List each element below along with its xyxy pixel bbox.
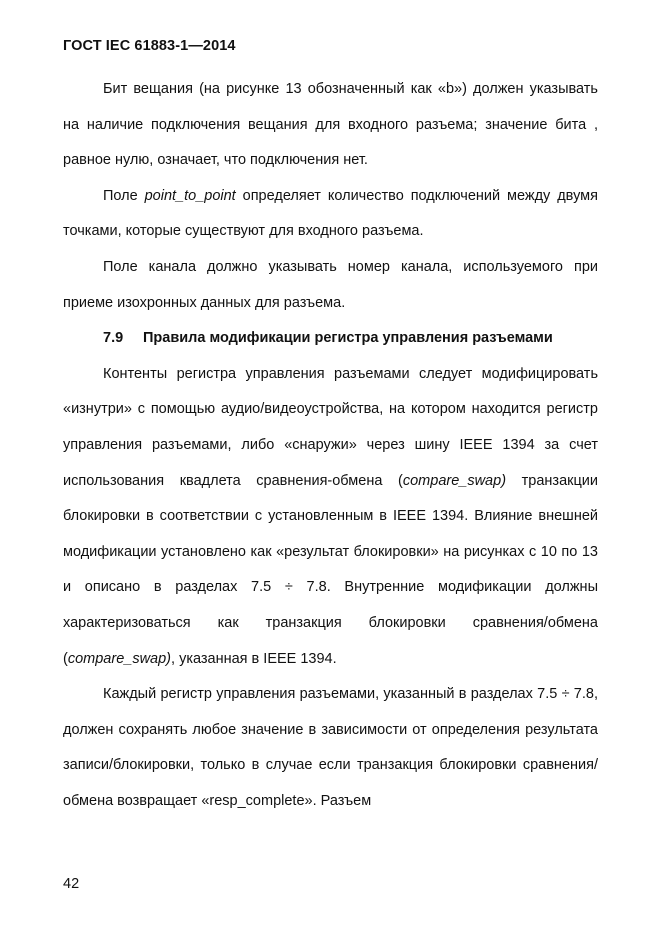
- text-run: определяет количество подключений между двумя точками, которые существуют для входного разъема.: [63, 187, 598, 240]
- text-run: Поле: [103, 187, 145, 204]
- paragraph-broadcast-bit: Бит вещания (на рисунке 13 обозначенный как «b») должен указывать на наличие подключения вещания для входного разъема; значение бита , равное нулю, означает, что подключения нет.: [63, 81, 598, 169]
- section-number: 7.9: [103, 330, 124, 347]
- section-title: Правила модификации регистра управления разъемами: [143, 330, 553, 347]
- text-run: , указанная в IEEE 1394.: [171, 650, 337, 667]
- document-header: ГОСТ IEC 61883-1—2014: [63, 38, 236, 54]
- term-point-to-point: point_to_point: [144, 187, 236, 204]
- paragraph-channel-field: Поле канала должно указывать номер канала, используемого при приеме изохронных данных для разъема.: [63, 258, 598, 311]
- section-heading: [63, 321, 598, 357]
- text-run: Контенты регистра управления разъемами следует модифицировать «изнутри» с помощью аудио/видеоустройства, на котором находится регистр управления разъемами, либо «снаружи» через шину IEEE 1394 за счет использования квадлета сравнения-обмена (: [63, 365, 598, 489]
- page-body: [63, 72, 598, 819]
- term-compare-swap: compare_swap): [67, 650, 172, 667]
- page-number: 42: [63, 876, 80, 892]
- term-compare-swap: compare_swap): [402, 472, 507, 489]
- paragraph-point-to-point: [63, 179, 598, 250]
- paragraph-modification-rules: [63, 357, 598, 677]
- text-run: транзакции блокировки в соответствии с установленным в IEEE 1394. Влияние внешней модификации установлено как «результат блокировки» на рисунках с 10 по 13 и описано в разделах 7.5 ÷ 7.8. Внутренние модификации должны характеризоваться как транзакция блокировки сравнения/обмена (: [63, 472, 598, 667]
- paragraph-register-retention: Каждый регистр управления разъемами, указанный в разделах 7.5 ÷ 7.8, должен сохранять любое значение в зависимости от определения результата записи/блокировки, только в случае если транзакция блокировки сравнения/обмена возвращает «resp_complete». Разъем: [63, 686, 598, 809]
